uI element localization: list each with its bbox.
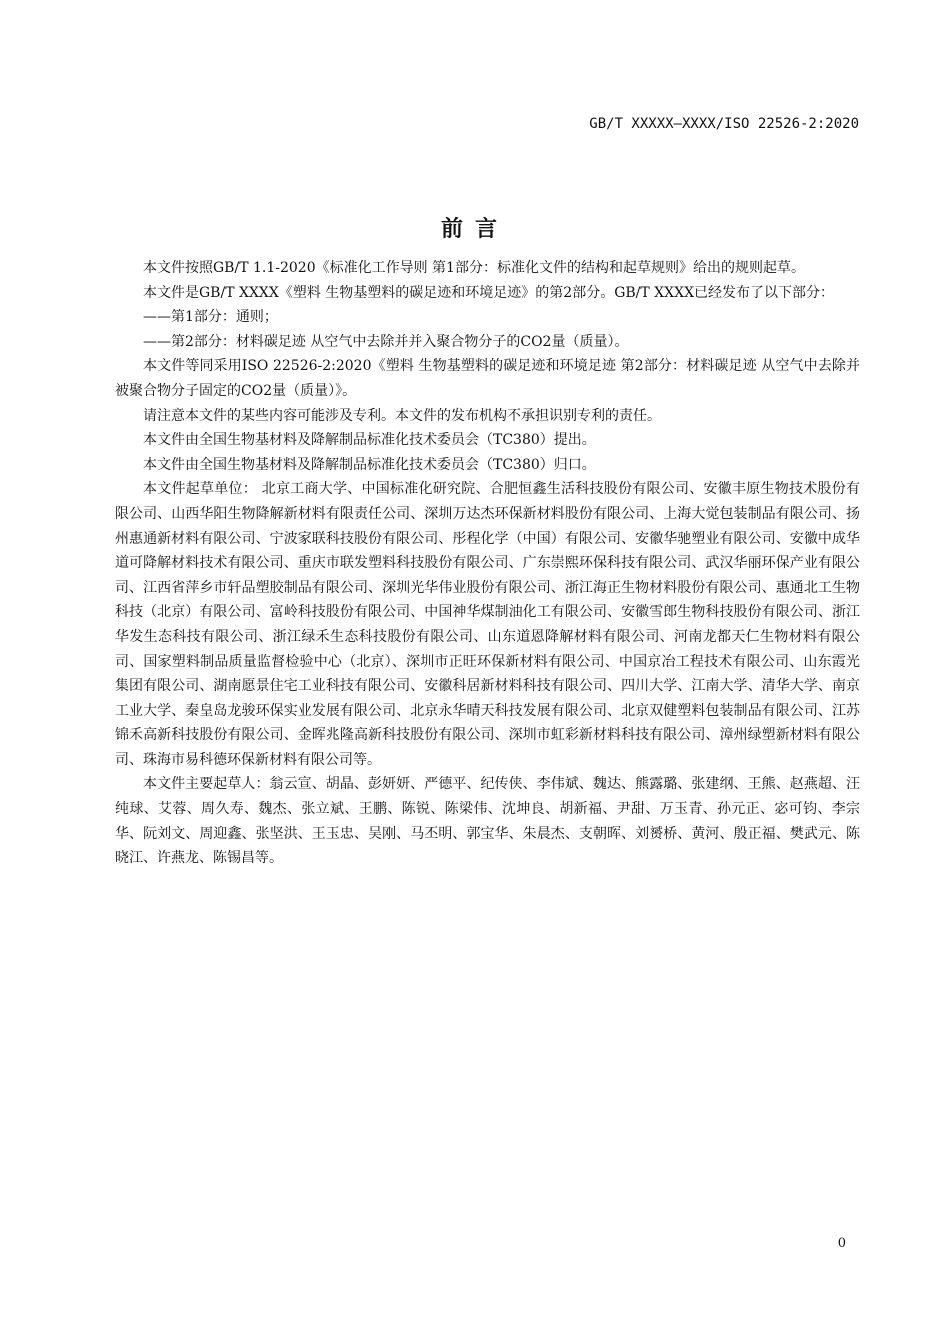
paragraph-part-of-series: 本文件是GB/T XXXX《塑料 生物基塑料的碳足迹和环境足迹》的第2部分。GB/T XXXX已经发布了以下部分： — [143, 284, 835, 301]
paragraph-managed-by: 本文件由全国生物基材料及降解制品标准化技术委员会（TC380）归口。 — [143, 456, 596, 473]
paragraph-proposed-by: 本文件由全国生物基材料及降解制品标准化技术委员会（TC380）提出。 — [143, 432, 596, 449]
page-number: 0 — [837, 1236, 846, 1251]
document-code: GB/T XXXXX—XXXX/ISO 22526-2:2020 — [589, 116, 859, 132]
paragraph-iso-adoption: 本文件等同采用ISO 22526-2:2020《塑料 生物基塑料的碳足迹和环境足迹 第2部分：材料碳足迹 从空气中去除并被聚合物分子固定的CO2量（质量）》。 — [115, 358, 860, 399]
page-title: 前言 — [440, 217, 509, 242]
paragraph-patent-notice: 请注意本文件的某些内容可能涉及专利。本文件的发布机构不承担识别专利的责任。 — [143, 407, 661, 424]
list-item-part-2: ——第2部分：材料碳足迹 从空气中去除并并入聚合物分子的CO2量（质量）。 — [143, 333, 629, 350]
paragraph-drafters: 本文件主要起草人：翁云宣、胡晶、彭妍妍、严德平、纪传侠、李伟斌、魏达、熊露璐、张建纲、王熊、赵燕超、汪纯球、艾蓉、周久寿、魏杰、张立斌、王鹏、陈锐、陈梁伟、沈坤良、胡新福、尹甜、万玉青、孙元正、宓可钧、李宗华、阮刘文、周迎鑫、张坚洪、王玉忠、吴刚、马丕明、郭宝华、朱晨杰、支朝晖、刘赟桥、黄河、殷正福、樊武元、陈晓江、许燕龙、陈锡昌等。 — [115, 776, 860, 867]
body-text — [115, 256, 860, 871]
paragraph-drafting-rules: 本文件按照GB/T 1.1-2020《标准化工作导则 第1部分：标准化文件的结构和起草规则》给出的规则起草。 — [143, 260, 805, 276]
list-item-part-1: ——第1部分：通则； — [143, 309, 278, 326]
paragraph-drafting-units: 本文件起草单位： 北京工商大学、中国标准化研究院、合肥恒鑫生活科技股份有限公司、安徽丰原生物技术股份有限公司、山西华阳生物降解新材料有限责任公司、深圳万达杰环保新材料股份有限公司、上海大觉包装制品有限公司、扬州惠通新材料有限公司、宁波家联科技股份有限公司、彤程化学（中国）有限公司、安徽华驰塑业有限公司、安徽中成华道可降解材料技术有限公司、重庆市联发塑料科技股份有限公司、广东崇熙环保科技有限公司、武汉华丽环保产业有限公司、江西省萍乡市轩品塑胶制品有限公司、深圳光华伟业股份有限公司、浙江海正生物材料股份有限公司、惠通北工生物科技（北京）有限公司、富岭科技股份有限公司、中国神华煤制油化工有限公司、安徽雪郎生物科技股份有限公司、浙江华发生态科技有限公司、浙江绿禾生态科技股份有限公司、山东道恩降解材料有限公司、河南龙都天仁生物材料有限公司、国家塑料制品质量监督检验中心（北京）、深圳市正旺环保新材料有限公司、中国京冶工程技术有限公司、山东霞光集团有限公司、湖南愿景住宅工业科技有限公司、安徽科居新材料科技有限公司、四川大学、江南大学、清华大学、南京工业大学、秦皇岛龙骏环保实业发展有限公司、北京永华晴天科技发展有限公司、北京双健塑料包装制品有限公司、江苏锦禾高新科技股份有限公司、金晖兆隆高新科技股份有限公司、深圳市虹彩新材料科技有限公司、漳州绿塑新材料有限公司、珠海市易科德环保新材料有限公司等。 — [115, 481, 860, 768]
